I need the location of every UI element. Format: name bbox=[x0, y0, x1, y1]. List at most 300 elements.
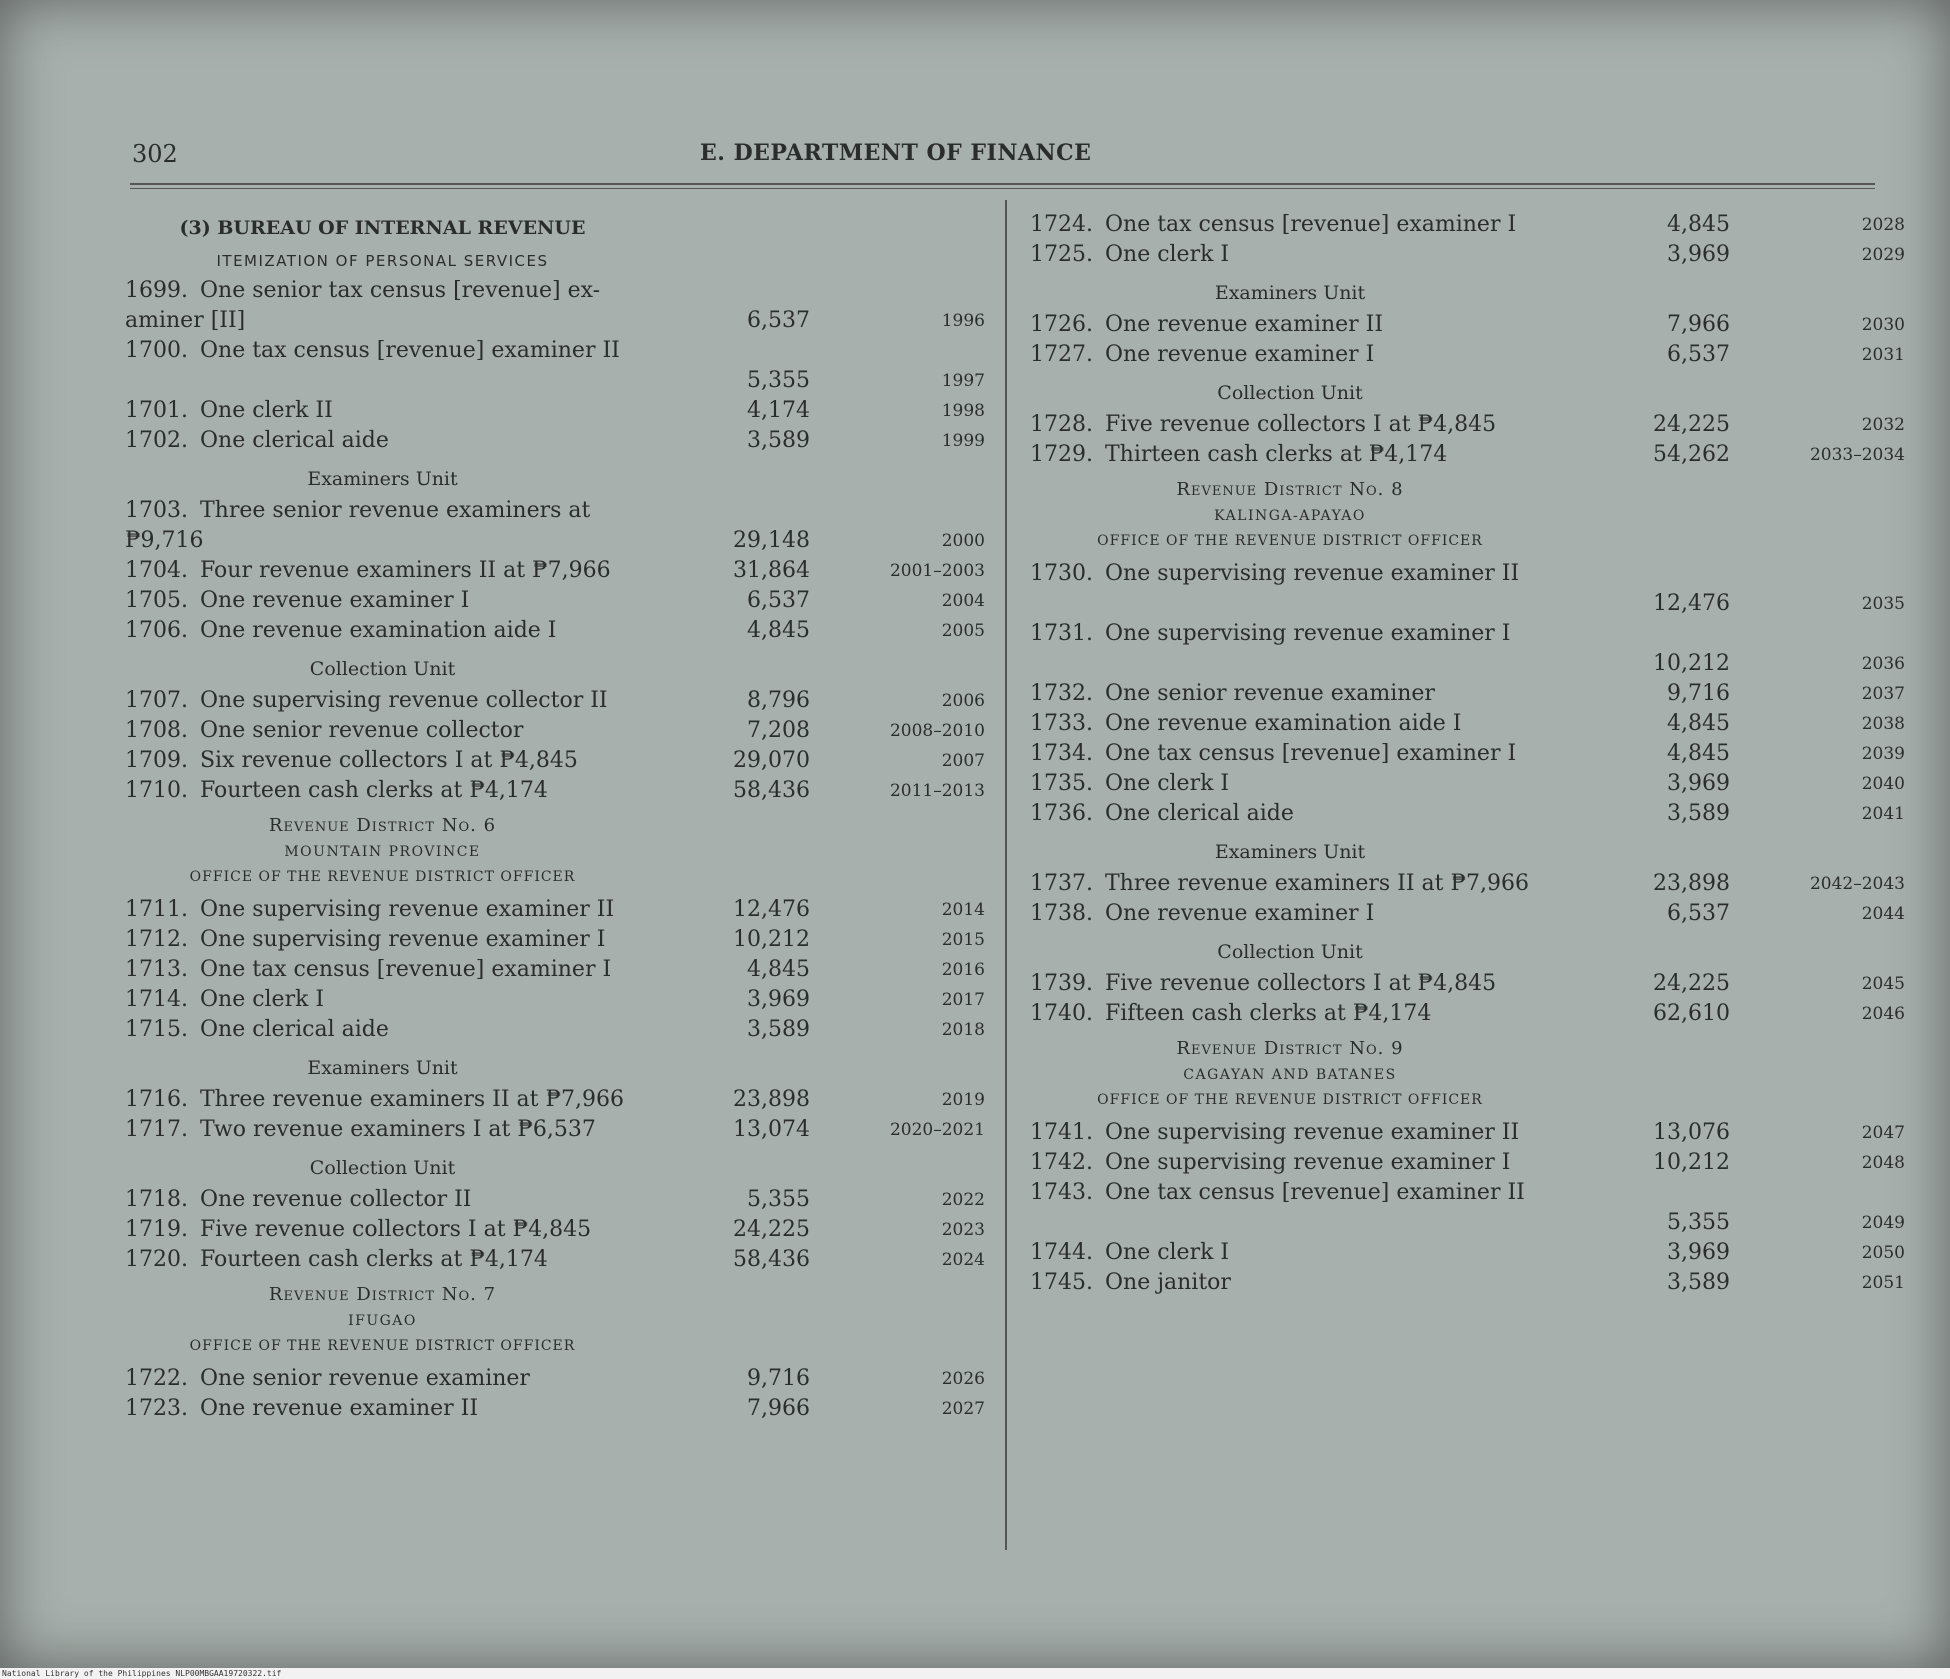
item-amount: 12,476 bbox=[1653, 591, 1730, 616]
item-reference-number: 2036 bbox=[1861, 654, 1905, 674]
item-amount: 23,898 bbox=[733, 1087, 810, 1112]
line-item-description bbox=[125, 616, 640, 646]
line-item-description bbox=[125, 1085, 640, 1115]
item-amount: 23,898 bbox=[1653, 871, 1730, 896]
item-number: 1743. bbox=[1030, 1180, 1093, 1205]
item-number: 1736. bbox=[1030, 801, 1093, 826]
item-group bbox=[1030, 310, 1905, 370]
item-amount: 13,076 bbox=[1653, 1120, 1730, 1145]
item-amount: 9,716 bbox=[747, 1366, 810, 1391]
item-text: One clerical aide bbox=[199, 428, 389, 453]
line-item-description bbox=[125, 1185, 640, 1215]
item-amount: 13,074 bbox=[733, 1117, 810, 1142]
item-reference-number: 2028 bbox=[1861, 215, 1905, 235]
item-amount: 6,537 bbox=[747, 588, 810, 613]
unit-heading: Examiners Unit bbox=[1214, 841, 1366, 863]
item-text: One revenue examiner I bbox=[1104, 901, 1375, 926]
item-reference-number: 2045 bbox=[1861, 974, 1905, 994]
line-item bbox=[1030, 679, 1905, 709]
item-number: 1712. bbox=[125, 927, 188, 952]
district-title: Revenue District No. 7 bbox=[268, 1284, 497, 1305]
line-item bbox=[1030, 709, 1905, 739]
line-item-description bbox=[1030, 1148, 1550, 1178]
district-place: CAGAYAN AND BATANES bbox=[1183, 1067, 1397, 1083]
line-item-description bbox=[125, 985, 640, 1015]
item-text: Six revenue collectors I at ₱4,845 bbox=[199, 748, 578, 773]
item-text: One clerical aide bbox=[199, 1017, 389, 1042]
line-item bbox=[125, 955, 985, 985]
item-reference-number: 2014 bbox=[941, 900, 985, 920]
item-amount: 3,969 bbox=[1667, 242, 1730, 267]
item-reference-number: 1999 bbox=[941, 431, 985, 451]
item-reference-number: 2032 bbox=[1861, 415, 1905, 435]
item-number: 1741. bbox=[1030, 1120, 1093, 1145]
item-reference-number: 2024 bbox=[941, 1250, 985, 1270]
line-item bbox=[125, 1085, 985, 1115]
item-text: One revenue examination aide I bbox=[199, 618, 557, 643]
item-number: 1745. bbox=[1030, 1270, 1093, 1295]
item-amount: 5,355 bbox=[747, 1187, 810, 1212]
item-amount: 5,355 bbox=[1667, 1210, 1730, 1235]
item-number: 1717. bbox=[125, 1117, 188, 1142]
item-text: Five revenue collectors I at ₱4,845 bbox=[199, 1217, 592, 1242]
district-office: OFFICE OF THE REVENUE DISTRICT OFFICER bbox=[189, 869, 576, 885]
item-reference-number: 2050 bbox=[1861, 1243, 1905, 1263]
line-item bbox=[1030, 999, 1905, 1029]
item-reference-number: 2017 bbox=[941, 990, 985, 1010]
item-number: 1740. bbox=[1030, 1001, 1093, 1026]
district-place: IFUGAO bbox=[348, 1313, 417, 1329]
item-text: One revenue examiner I bbox=[199, 588, 470, 613]
line-item bbox=[125, 496, 985, 556]
item-amount: 3,589 bbox=[747, 1017, 810, 1042]
item-number: 1702. bbox=[125, 428, 188, 453]
line-item bbox=[125, 586, 985, 616]
item-text: One supervising revenue collector II bbox=[199, 688, 608, 713]
line-item bbox=[1030, 1178, 1905, 1238]
line-item bbox=[125, 426, 985, 456]
line-item bbox=[125, 1115, 985, 1145]
item-reference-number: 2027 bbox=[941, 1399, 985, 1419]
left-column bbox=[125, 210, 985, 1424]
item-number: 1708. bbox=[125, 718, 188, 743]
item-amount: 62,610 bbox=[1653, 1001, 1730, 1026]
line-item-description bbox=[1030, 559, 1550, 589]
line-item bbox=[1030, 799, 1905, 829]
item-amount: 4,174 bbox=[747, 398, 810, 423]
item-number: 1701. bbox=[125, 398, 188, 423]
line-item bbox=[125, 686, 985, 716]
line-item bbox=[1030, 619, 1905, 679]
item-reference-number: 2005 bbox=[941, 621, 985, 641]
item-amount: 10,212 bbox=[1653, 651, 1730, 676]
item-amount: 7,966 bbox=[747, 1396, 810, 1421]
item-group bbox=[125, 686, 985, 806]
item-text: One tax census [revenue] examiner I bbox=[199, 957, 612, 982]
item-text: One supervising revenue examiner II bbox=[199, 897, 615, 922]
item-reference-number: 2040 bbox=[1861, 774, 1905, 794]
item-number: 1715. bbox=[125, 1017, 188, 1042]
item-text: Four revenue examiners II at ₱7,966 bbox=[199, 558, 611, 583]
running-head: E. DEPARTMENT OF FINANCE bbox=[700, 140, 1092, 166]
item-number: 1724. bbox=[1030, 212, 1093, 237]
line-item-description bbox=[1030, 969, 1550, 999]
line-item-description bbox=[125, 396, 640, 426]
item-reference-number: 2029 bbox=[1861, 245, 1905, 265]
item-amount: 58,436 bbox=[733, 778, 810, 803]
item-number: 1707. bbox=[125, 688, 188, 713]
item-amount: 24,225 bbox=[1653, 412, 1730, 437]
item-text: One revenue collector II bbox=[199, 1187, 472, 1212]
item-reference-number: 2048 bbox=[1861, 1153, 1905, 1173]
line-item bbox=[1030, 440, 1905, 470]
item-text: One supervising revenue examiner II bbox=[1104, 561, 1520, 586]
line-item bbox=[125, 895, 985, 925]
item-number: 1730. bbox=[1030, 561, 1093, 586]
line-item-description bbox=[1030, 1178, 1550, 1208]
line-item bbox=[125, 925, 985, 955]
item-number: 1737. bbox=[1030, 871, 1093, 896]
item-group bbox=[125, 276, 985, 456]
line-item-description bbox=[1030, 310, 1550, 340]
item-reference-number: 2023 bbox=[941, 1220, 985, 1240]
item-amount: 4,845 bbox=[1667, 212, 1730, 237]
item-amount: 4,845 bbox=[747, 957, 810, 982]
line-item-description bbox=[125, 746, 640, 776]
item-reference-number: 2018 bbox=[941, 1020, 985, 1040]
item-number: 1728. bbox=[1030, 412, 1093, 437]
item-number: 1704. bbox=[125, 558, 188, 583]
item-number: 1744. bbox=[1030, 1240, 1093, 1265]
line-item-description bbox=[1030, 799, 1550, 829]
item-number: 1710. bbox=[125, 778, 188, 803]
item-reference-number: 2051 bbox=[1861, 1273, 1905, 1293]
item-amount: 31,864 bbox=[733, 558, 810, 583]
item-amount: 10,212 bbox=[733, 927, 810, 952]
item-reference-number: 2007 bbox=[941, 751, 985, 771]
line-item bbox=[125, 1245, 985, 1275]
line-item bbox=[1030, 310, 1905, 340]
item-reference-number: 2016 bbox=[941, 960, 985, 980]
district-title: Revenue District No. 6 bbox=[268, 815, 497, 836]
line-item-description bbox=[125, 1245, 640, 1275]
item-reference-number: 2042–2043 bbox=[1809, 874, 1905, 894]
item-amount: 3,969 bbox=[1667, 1240, 1730, 1265]
line-item-description bbox=[125, 1115, 640, 1145]
line-item bbox=[125, 1215, 985, 1245]
item-reference-number: 2033–2034 bbox=[1809, 445, 1905, 465]
item-amount: 12,476 bbox=[733, 897, 810, 922]
line-item-description bbox=[1030, 1118, 1550, 1148]
item-amount: 3,969 bbox=[1667, 771, 1730, 796]
item-text: One senior revenue examiner bbox=[199, 1366, 530, 1391]
line-item-description bbox=[125, 496, 640, 556]
item-group bbox=[1030, 869, 1905, 929]
item-group bbox=[125, 895, 985, 1045]
line-item bbox=[125, 396, 985, 426]
item-amount: 6,537 bbox=[1667, 901, 1730, 926]
line-item bbox=[1030, 340, 1905, 370]
item-amount: 4,845 bbox=[747, 618, 810, 643]
unit-heading: Collection Unit bbox=[309, 658, 456, 680]
item-text: One clerical aide bbox=[1104, 801, 1294, 826]
line-item bbox=[1030, 240, 1905, 270]
item-group bbox=[1030, 410, 1905, 470]
item-number: 1706. bbox=[125, 618, 188, 643]
line-item-description bbox=[125, 586, 640, 616]
district-place: MOUNTAIN PROVINCE bbox=[284, 844, 481, 860]
item-number: 1738. bbox=[1030, 901, 1093, 926]
item-amount: 6,537 bbox=[747, 308, 810, 333]
item-reference-number: 2030 bbox=[1861, 315, 1905, 335]
unit-heading: Examiners Unit bbox=[307, 1057, 458, 1079]
item-amount: 8,796 bbox=[747, 688, 810, 713]
item-amount: 24,225 bbox=[1653, 971, 1730, 996]
line-item-description bbox=[1030, 769, 1550, 799]
item-text: Fourteen cash clerks at ₱4,174 bbox=[199, 1247, 548, 1272]
item-text: One tax census [revenue] examiner II bbox=[199, 338, 620, 363]
line-item bbox=[1030, 1118, 1905, 1148]
item-amount: 4,845 bbox=[1667, 711, 1730, 736]
line-item bbox=[125, 1394, 985, 1424]
item-number: 1700. bbox=[125, 338, 188, 363]
item-number: 1732. bbox=[1030, 681, 1093, 706]
item-number: 1705. bbox=[125, 588, 188, 613]
item-amount: 3,589 bbox=[1667, 801, 1730, 826]
item-reference-number: 2004 bbox=[941, 591, 985, 611]
item-text: Three revenue examiners II at ₱7,966 bbox=[1104, 871, 1529, 896]
item-text: One clerk I bbox=[1104, 242, 1230, 267]
item-text: One tax census [revenue] examiner II bbox=[1104, 1180, 1525, 1205]
item-group bbox=[1030, 559, 1905, 829]
line-item-description bbox=[125, 776, 640, 806]
item-reference-number: 2001–2003 bbox=[889, 561, 985, 581]
item-reference-number: 2000 bbox=[941, 531, 985, 551]
item-group bbox=[125, 1085, 985, 1145]
item-amount: 29,070 bbox=[733, 748, 810, 773]
line-item-description bbox=[1030, 709, 1550, 739]
item-text: One clerk I bbox=[199, 987, 325, 1012]
item-text: One supervising revenue examiner I bbox=[199, 927, 606, 952]
line-item-description bbox=[1030, 240, 1550, 270]
item-number: 1714. bbox=[125, 987, 188, 1012]
item-text: Two revenue examiners I at ₱6,537 bbox=[199, 1117, 596, 1142]
line-item-description bbox=[1030, 440, 1550, 470]
line-item bbox=[1030, 410, 1905, 440]
item-amount: 9,716 bbox=[1667, 681, 1730, 706]
line-item bbox=[1030, 869, 1905, 899]
column-divider bbox=[1005, 200, 1007, 1550]
item-text: Three senior revenue examiners at ₱9,716 bbox=[125, 498, 591, 553]
item-text: Fourteen cash clerks at ₱4,174 bbox=[199, 778, 548, 803]
line-item bbox=[1030, 739, 1905, 769]
unit-heading: Collection Unit bbox=[1217, 941, 1363, 963]
item-reference-number: 2020–2021 bbox=[889, 1120, 985, 1140]
item-group bbox=[125, 1185, 985, 1275]
item-reference-number: 2046 bbox=[1861, 1004, 1905, 1024]
line-item bbox=[125, 716, 985, 746]
header-rule bbox=[130, 183, 1875, 189]
page-number: 302 bbox=[132, 140, 178, 168]
line-item-description bbox=[125, 925, 640, 955]
item-reference-number: 2015 bbox=[941, 930, 985, 950]
line-item-description bbox=[125, 336, 640, 366]
item-number: 1716. bbox=[125, 1087, 188, 1112]
item-text: Fifteen cash clerks at ₱4,174 bbox=[1104, 1001, 1432, 1026]
item-number: 1735. bbox=[1030, 771, 1093, 796]
item-reference-number: 2044 bbox=[1861, 904, 1905, 924]
item-amount: 5,355 bbox=[747, 368, 810, 393]
item-text: One clerk I bbox=[1104, 771, 1230, 796]
item-amount: 7,966 bbox=[1667, 312, 1730, 337]
line-item-description bbox=[1030, 619, 1550, 649]
item-text: One revenue examiner I bbox=[1104, 342, 1375, 367]
line-item-description bbox=[125, 1394, 640, 1424]
line-item bbox=[125, 616, 985, 646]
item-reference-number: 1996 bbox=[941, 311, 985, 331]
line-item bbox=[1030, 1268, 1905, 1298]
item-number: 1709. bbox=[125, 748, 188, 773]
item-amount: 3,969 bbox=[747, 987, 810, 1012]
line-item bbox=[125, 1364, 985, 1394]
item-number: 1711. bbox=[125, 897, 188, 922]
item-reference-number: 2049 bbox=[1861, 1213, 1905, 1233]
item-reference-number: 2019 bbox=[941, 1090, 985, 1110]
item-text: One senior revenue examiner bbox=[1104, 681, 1435, 706]
item-text: One clerk I bbox=[1104, 1240, 1230, 1265]
item-text: Five revenue collectors I at ₱4,845 bbox=[1104, 412, 1497, 437]
item-number: 1722. bbox=[125, 1366, 188, 1391]
item-number: 1733. bbox=[1030, 711, 1093, 736]
item-amount: 10,212 bbox=[1653, 1150, 1730, 1175]
line-item bbox=[1030, 1148, 1905, 1178]
item-text: Three revenue examiners II at ₱7,966 bbox=[199, 1087, 624, 1112]
item-number: 1699. bbox=[125, 278, 188, 303]
item-reference-number: 2038 bbox=[1861, 714, 1905, 734]
item-text: One revenue examiner II bbox=[1104, 312, 1384, 337]
line-item bbox=[1030, 559, 1905, 619]
item-text: Five revenue collectors I at ₱4,845 bbox=[1104, 971, 1497, 996]
item-number: 1742. bbox=[1030, 1150, 1093, 1175]
item-amount: 4,845 bbox=[1667, 741, 1730, 766]
item-number: 1725. bbox=[1030, 242, 1093, 267]
line-item bbox=[125, 1185, 985, 1215]
line-item-description bbox=[125, 1364, 640, 1394]
district-office: OFFICE OF THE REVENUE DISTRICT OFFICER bbox=[1097, 533, 1483, 549]
item-number: 1731. bbox=[1030, 621, 1093, 646]
line-item-description bbox=[1030, 210, 1550, 240]
line-item-description bbox=[125, 686, 640, 716]
line-item-description bbox=[125, 426, 640, 456]
item-text: One supervising revenue examiner I bbox=[1104, 621, 1511, 646]
unit-heading: Collection Unit bbox=[309, 1157, 456, 1179]
district-title: Revenue District No. 9 bbox=[1176, 1038, 1404, 1059]
district-office: OFFICE OF THE REVENUE DISTRICT OFFICER bbox=[1097, 1092, 1483, 1108]
item-number: 1718. bbox=[125, 1187, 188, 1212]
item-text: One senior tax census [revenue] ex- aminer [II] bbox=[125, 278, 601, 333]
line-item-description bbox=[1030, 739, 1550, 769]
item-number: 1727. bbox=[1030, 342, 1093, 367]
item-text: One revenue examination aide I bbox=[1104, 711, 1462, 736]
line-item bbox=[1030, 210, 1905, 240]
item-amount: 54,262 bbox=[1653, 442, 1730, 467]
item-reference-number: 1997 bbox=[941, 371, 985, 391]
item-reference-number: 2022 bbox=[941, 1190, 985, 1210]
line-item-description bbox=[1030, 679, 1550, 709]
item-amount: 3,589 bbox=[747, 428, 810, 453]
line-item-description bbox=[125, 895, 640, 925]
item-text: One tax census [revenue] examiner I bbox=[1104, 741, 1517, 766]
item-text: One tax census [revenue] examiner I bbox=[1104, 212, 1517, 237]
item-text: One revenue examiner II bbox=[199, 1396, 479, 1421]
item-number: 1729. bbox=[1030, 442, 1093, 467]
line-item-description bbox=[125, 955, 640, 985]
item-number: 1726. bbox=[1030, 312, 1093, 337]
unit-heading: Examiners Unit bbox=[1214, 282, 1366, 304]
item-text: Thirteen cash clerks at ₱4,174 bbox=[1104, 442, 1448, 467]
item-amount: 24,225 bbox=[733, 1217, 810, 1242]
item-amount: 7,208 bbox=[747, 718, 810, 743]
line-item bbox=[1030, 899, 1905, 929]
item-reference-number: 2035 bbox=[1861, 594, 1905, 614]
district-place: KALINGA-APAYAO bbox=[1214, 508, 1366, 524]
item-amount: 6,537 bbox=[1667, 342, 1730, 367]
itemization-title: ITEMIZATION OF PERSONAL SERVICES bbox=[216, 252, 549, 270]
item-text: One senior revenue collector bbox=[199, 718, 524, 743]
line-item-description bbox=[1030, 410, 1550, 440]
line-item-description bbox=[1030, 340, 1550, 370]
line-item-description bbox=[1030, 1238, 1550, 1268]
line-item-description bbox=[125, 556, 640, 586]
district-title: Revenue District No. 8 bbox=[1176, 479, 1404, 500]
line-item bbox=[125, 276, 985, 336]
item-number: 1719. bbox=[125, 1217, 188, 1242]
line-item bbox=[125, 746, 985, 776]
item-group bbox=[1030, 969, 1905, 1029]
item-text: One clerk II bbox=[199, 398, 333, 423]
line-item-description bbox=[125, 716, 640, 746]
item-reference-number: 2011–2013 bbox=[889, 781, 985, 801]
item-text: One janitor bbox=[1104, 1270, 1231, 1295]
item-group bbox=[1030, 1118, 1905, 1298]
unit-heading: Examiners Unit bbox=[307, 468, 458, 490]
line-item bbox=[125, 985, 985, 1015]
item-amount: 3,589 bbox=[1667, 1270, 1730, 1295]
item-reference-number: 2006 bbox=[941, 691, 985, 711]
line-item-description bbox=[1030, 869, 1550, 899]
item-reference-number: 2026 bbox=[941, 1369, 985, 1389]
item-number: 1734. bbox=[1030, 741, 1093, 766]
scan-source-line: National Library of the Philippines NLP00MBGAA19720322.tif bbox=[0, 1668, 1950, 1679]
line-item-description bbox=[125, 1215, 640, 1245]
item-group bbox=[125, 496, 985, 646]
item-number: 1713. bbox=[125, 957, 188, 982]
item-reference-number: 2008–2010 bbox=[889, 721, 985, 741]
line-item bbox=[125, 336, 985, 396]
item-text: One supervising revenue examiner II bbox=[1104, 1120, 1520, 1145]
line-item-description bbox=[1030, 1268, 1550, 1298]
line-item-description bbox=[125, 276, 640, 336]
item-number: 1703. bbox=[125, 498, 188, 523]
line-item bbox=[125, 556, 985, 586]
item-amount: 58,436 bbox=[733, 1247, 810, 1272]
unit-heading: Collection Unit bbox=[1217, 382, 1363, 404]
line-item-description bbox=[1030, 899, 1550, 929]
line-item bbox=[1030, 969, 1905, 999]
item-amount: 29,148 bbox=[733, 528, 810, 553]
line-item-description bbox=[125, 1015, 640, 1045]
district-office: OFFICE OF THE REVENUE DISTRICT OFFICER bbox=[189, 1338, 576, 1354]
